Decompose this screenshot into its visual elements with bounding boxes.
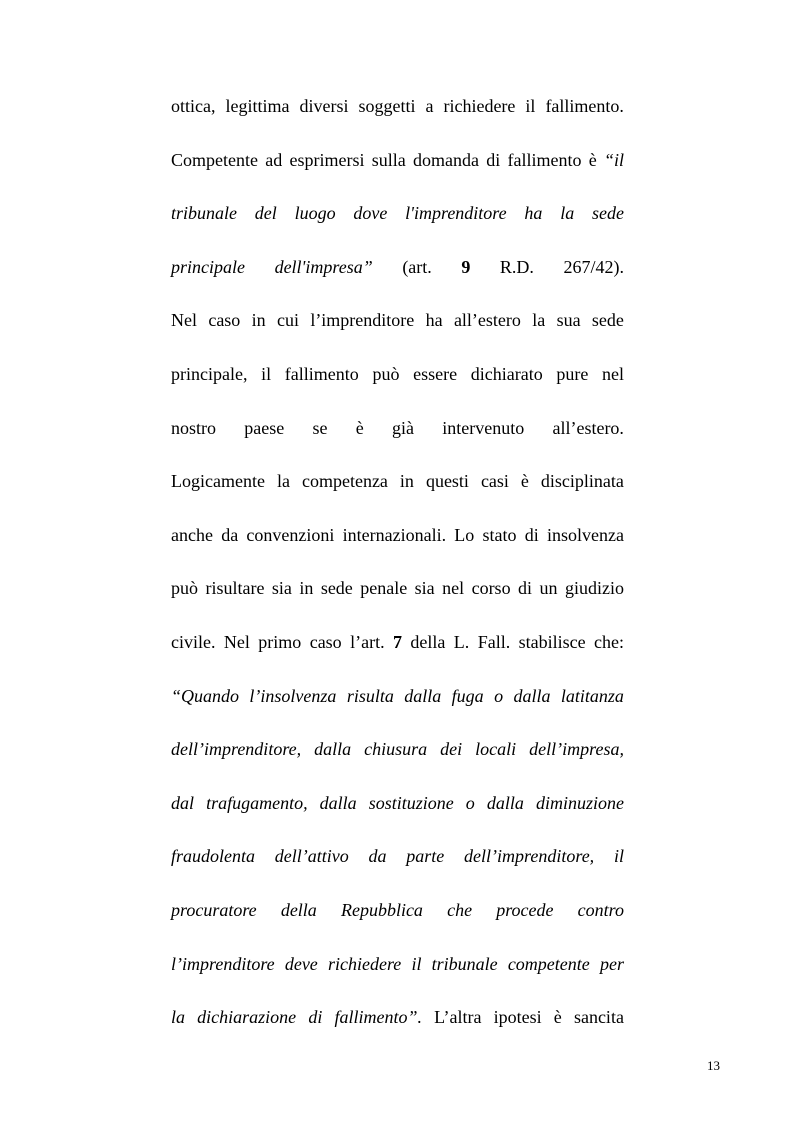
page-number: 13 xyxy=(707,1058,720,1073)
word: procuratore xyxy=(171,900,257,920)
word: di xyxy=(308,1007,323,1028)
word: dell’imprenditore, xyxy=(171,739,302,760)
word: sostituzione xyxy=(368,792,454,813)
word: risulta xyxy=(346,685,394,706)
word: sede xyxy=(592,203,624,224)
text-line xyxy=(171,738,624,760)
word: dalla xyxy=(319,792,357,813)
word: risultare xyxy=(205,578,265,599)
word: nel xyxy=(602,364,624,384)
word: il xyxy=(261,364,272,384)
text-line xyxy=(171,524,624,546)
text-line xyxy=(171,899,624,921)
word: sia xyxy=(271,578,292,599)
word: (art. xyxy=(402,256,432,277)
word: è xyxy=(553,1007,562,1028)
word: competenza xyxy=(301,471,388,492)
word: che: xyxy=(594,632,624,652)
word: da xyxy=(368,846,387,867)
word: l'imprenditore xyxy=(405,203,507,224)
word: principale, xyxy=(171,364,248,384)
word: cui xyxy=(276,310,299,331)
word: la xyxy=(560,203,575,224)
word: il xyxy=(613,846,624,867)
word: Lo xyxy=(454,524,475,545)
word: in xyxy=(299,578,314,599)
word: civile. xyxy=(171,632,216,652)
text-line xyxy=(171,1006,624,1028)
word: procede xyxy=(496,900,554,920)
text-line xyxy=(171,417,624,439)
word: in xyxy=(251,310,266,331)
text-line xyxy=(171,95,624,117)
word: nel xyxy=(442,578,465,599)
word: “il xyxy=(603,149,624,170)
word: o xyxy=(465,792,475,813)
word: che xyxy=(447,900,473,920)
word: ad xyxy=(265,149,283,170)
word: dichiarato xyxy=(470,364,543,384)
word: è xyxy=(520,471,529,492)
word: esprimersi xyxy=(289,149,365,170)
word: locali xyxy=(475,739,517,760)
word: fallimento xyxy=(284,364,359,384)
word: dal xyxy=(171,792,195,813)
word: dalla xyxy=(513,685,551,706)
word: per xyxy=(599,953,624,974)
word: all’estero. xyxy=(552,417,624,438)
word: caso xyxy=(309,632,342,652)
word: disciplinata xyxy=(540,471,624,492)
article-number: 7 xyxy=(392,632,402,652)
word: in xyxy=(399,471,414,492)
word: dell’attivo xyxy=(274,846,349,867)
word: “Quando xyxy=(171,685,240,706)
word: dell’imprenditore, xyxy=(464,846,595,867)
word: ha xyxy=(425,310,443,331)
text-line xyxy=(171,256,624,278)
word: stato xyxy=(482,524,517,545)
word: tribunale xyxy=(171,203,237,224)
word: ha xyxy=(524,203,543,224)
word: del xyxy=(254,203,277,224)
word: fraudolenta xyxy=(171,846,255,867)
word: dalla xyxy=(404,685,442,706)
word: Repubblica xyxy=(340,900,423,920)
word: penale xyxy=(360,578,408,599)
word: l’art. xyxy=(350,632,385,652)
text-line xyxy=(171,363,624,385)
word: Nel xyxy=(223,632,250,652)
word: dalla xyxy=(314,739,352,760)
word: il xyxy=(411,953,422,974)
word: ottica, xyxy=(171,96,216,116)
word: caso xyxy=(208,310,241,331)
word: soggetti xyxy=(358,96,416,116)
word: latitanza xyxy=(560,685,624,706)
word: Logicamente xyxy=(171,471,265,492)
text-line xyxy=(171,685,624,707)
word: essere xyxy=(413,364,458,384)
word: richiedere xyxy=(443,96,516,116)
word: 267/42). xyxy=(563,256,624,277)
word: convenzioni xyxy=(246,524,335,545)
word: dalla xyxy=(486,792,524,813)
word: questi xyxy=(425,471,469,492)
word: R.D. xyxy=(499,256,534,277)
word: un xyxy=(539,578,558,599)
word: giudizio xyxy=(564,578,624,599)
word: stabilisce xyxy=(518,632,586,652)
word: dell’impresa, xyxy=(529,739,624,760)
word: L. xyxy=(453,632,470,652)
word: fallimento xyxy=(507,149,582,170)
word: deve xyxy=(284,953,318,974)
word: l’imprenditore xyxy=(310,310,415,331)
word: della xyxy=(280,900,317,920)
word: competente xyxy=(507,953,590,974)
word: sede xyxy=(320,578,353,599)
word: contro xyxy=(577,900,624,920)
word: sede xyxy=(591,310,624,331)
word: principale xyxy=(171,256,245,277)
word: dei xyxy=(440,739,463,760)
word: Fall. xyxy=(477,632,511,652)
word: corso xyxy=(471,578,511,599)
word: fuga xyxy=(451,685,484,706)
word: L’altra xyxy=(434,1007,482,1028)
word: sia xyxy=(414,578,435,599)
word: dichiarazione xyxy=(197,1007,297,1028)
word: o xyxy=(494,685,504,706)
word: tribunale xyxy=(431,953,498,974)
word: Nel xyxy=(171,310,197,331)
word: è xyxy=(588,149,597,170)
word: sancita xyxy=(573,1007,624,1028)
word: internazionali. xyxy=(342,524,447,545)
word: la xyxy=(171,1007,186,1028)
word: trafugamento, xyxy=(206,792,308,813)
word: parte xyxy=(406,846,445,867)
word: all’estero xyxy=(453,310,521,331)
word: della xyxy=(410,632,446,652)
word: insolvenza xyxy=(546,524,624,545)
word: diversi xyxy=(299,96,349,116)
word: può xyxy=(372,364,400,384)
word: da xyxy=(221,524,239,545)
text-line xyxy=(171,792,624,814)
word: primo xyxy=(258,632,302,652)
word: dell'impresa” xyxy=(274,256,373,277)
word: fallimento. xyxy=(545,96,624,116)
text-line xyxy=(171,149,624,171)
word: intervenuto xyxy=(442,417,525,438)
word: la xyxy=(276,471,290,492)
word: luogo xyxy=(294,203,336,224)
word: casi xyxy=(480,471,509,492)
word: l’imprenditore xyxy=(171,953,275,974)
text-line xyxy=(171,845,624,867)
word: anche xyxy=(171,524,213,545)
word: di xyxy=(524,524,539,545)
text-line xyxy=(171,953,624,975)
word: di xyxy=(518,578,533,599)
word: fallimento”. xyxy=(334,1007,423,1028)
word: richiedere xyxy=(327,953,402,974)
word: è xyxy=(355,417,364,438)
word: sua xyxy=(556,310,581,331)
text-line xyxy=(171,470,624,492)
word: diminuzione xyxy=(535,792,624,813)
word: domanda xyxy=(412,149,479,170)
word: di xyxy=(486,149,501,170)
word: paese xyxy=(244,417,285,438)
text-line xyxy=(171,202,624,224)
text-line xyxy=(171,631,624,653)
word: ipotesi xyxy=(493,1007,542,1028)
text-line xyxy=(171,309,624,331)
word: chiusura xyxy=(364,739,428,760)
word: sulla xyxy=(371,149,406,170)
word: già xyxy=(391,417,414,438)
word: a xyxy=(425,96,434,116)
word: dove xyxy=(353,203,388,224)
article-number: 9 xyxy=(461,256,471,277)
word: l’insolvenza xyxy=(249,685,337,706)
word: pure xyxy=(556,364,589,384)
text-line xyxy=(171,577,624,599)
word: Competente xyxy=(171,149,258,170)
word: se xyxy=(312,417,328,438)
word: la xyxy=(532,310,546,331)
word: può xyxy=(171,578,198,599)
word: il xyxy=(525,96,536,116)
word: nostro xyxy=(171,417,216,438)
word: legittima xyxy=(225,96,290,116)
